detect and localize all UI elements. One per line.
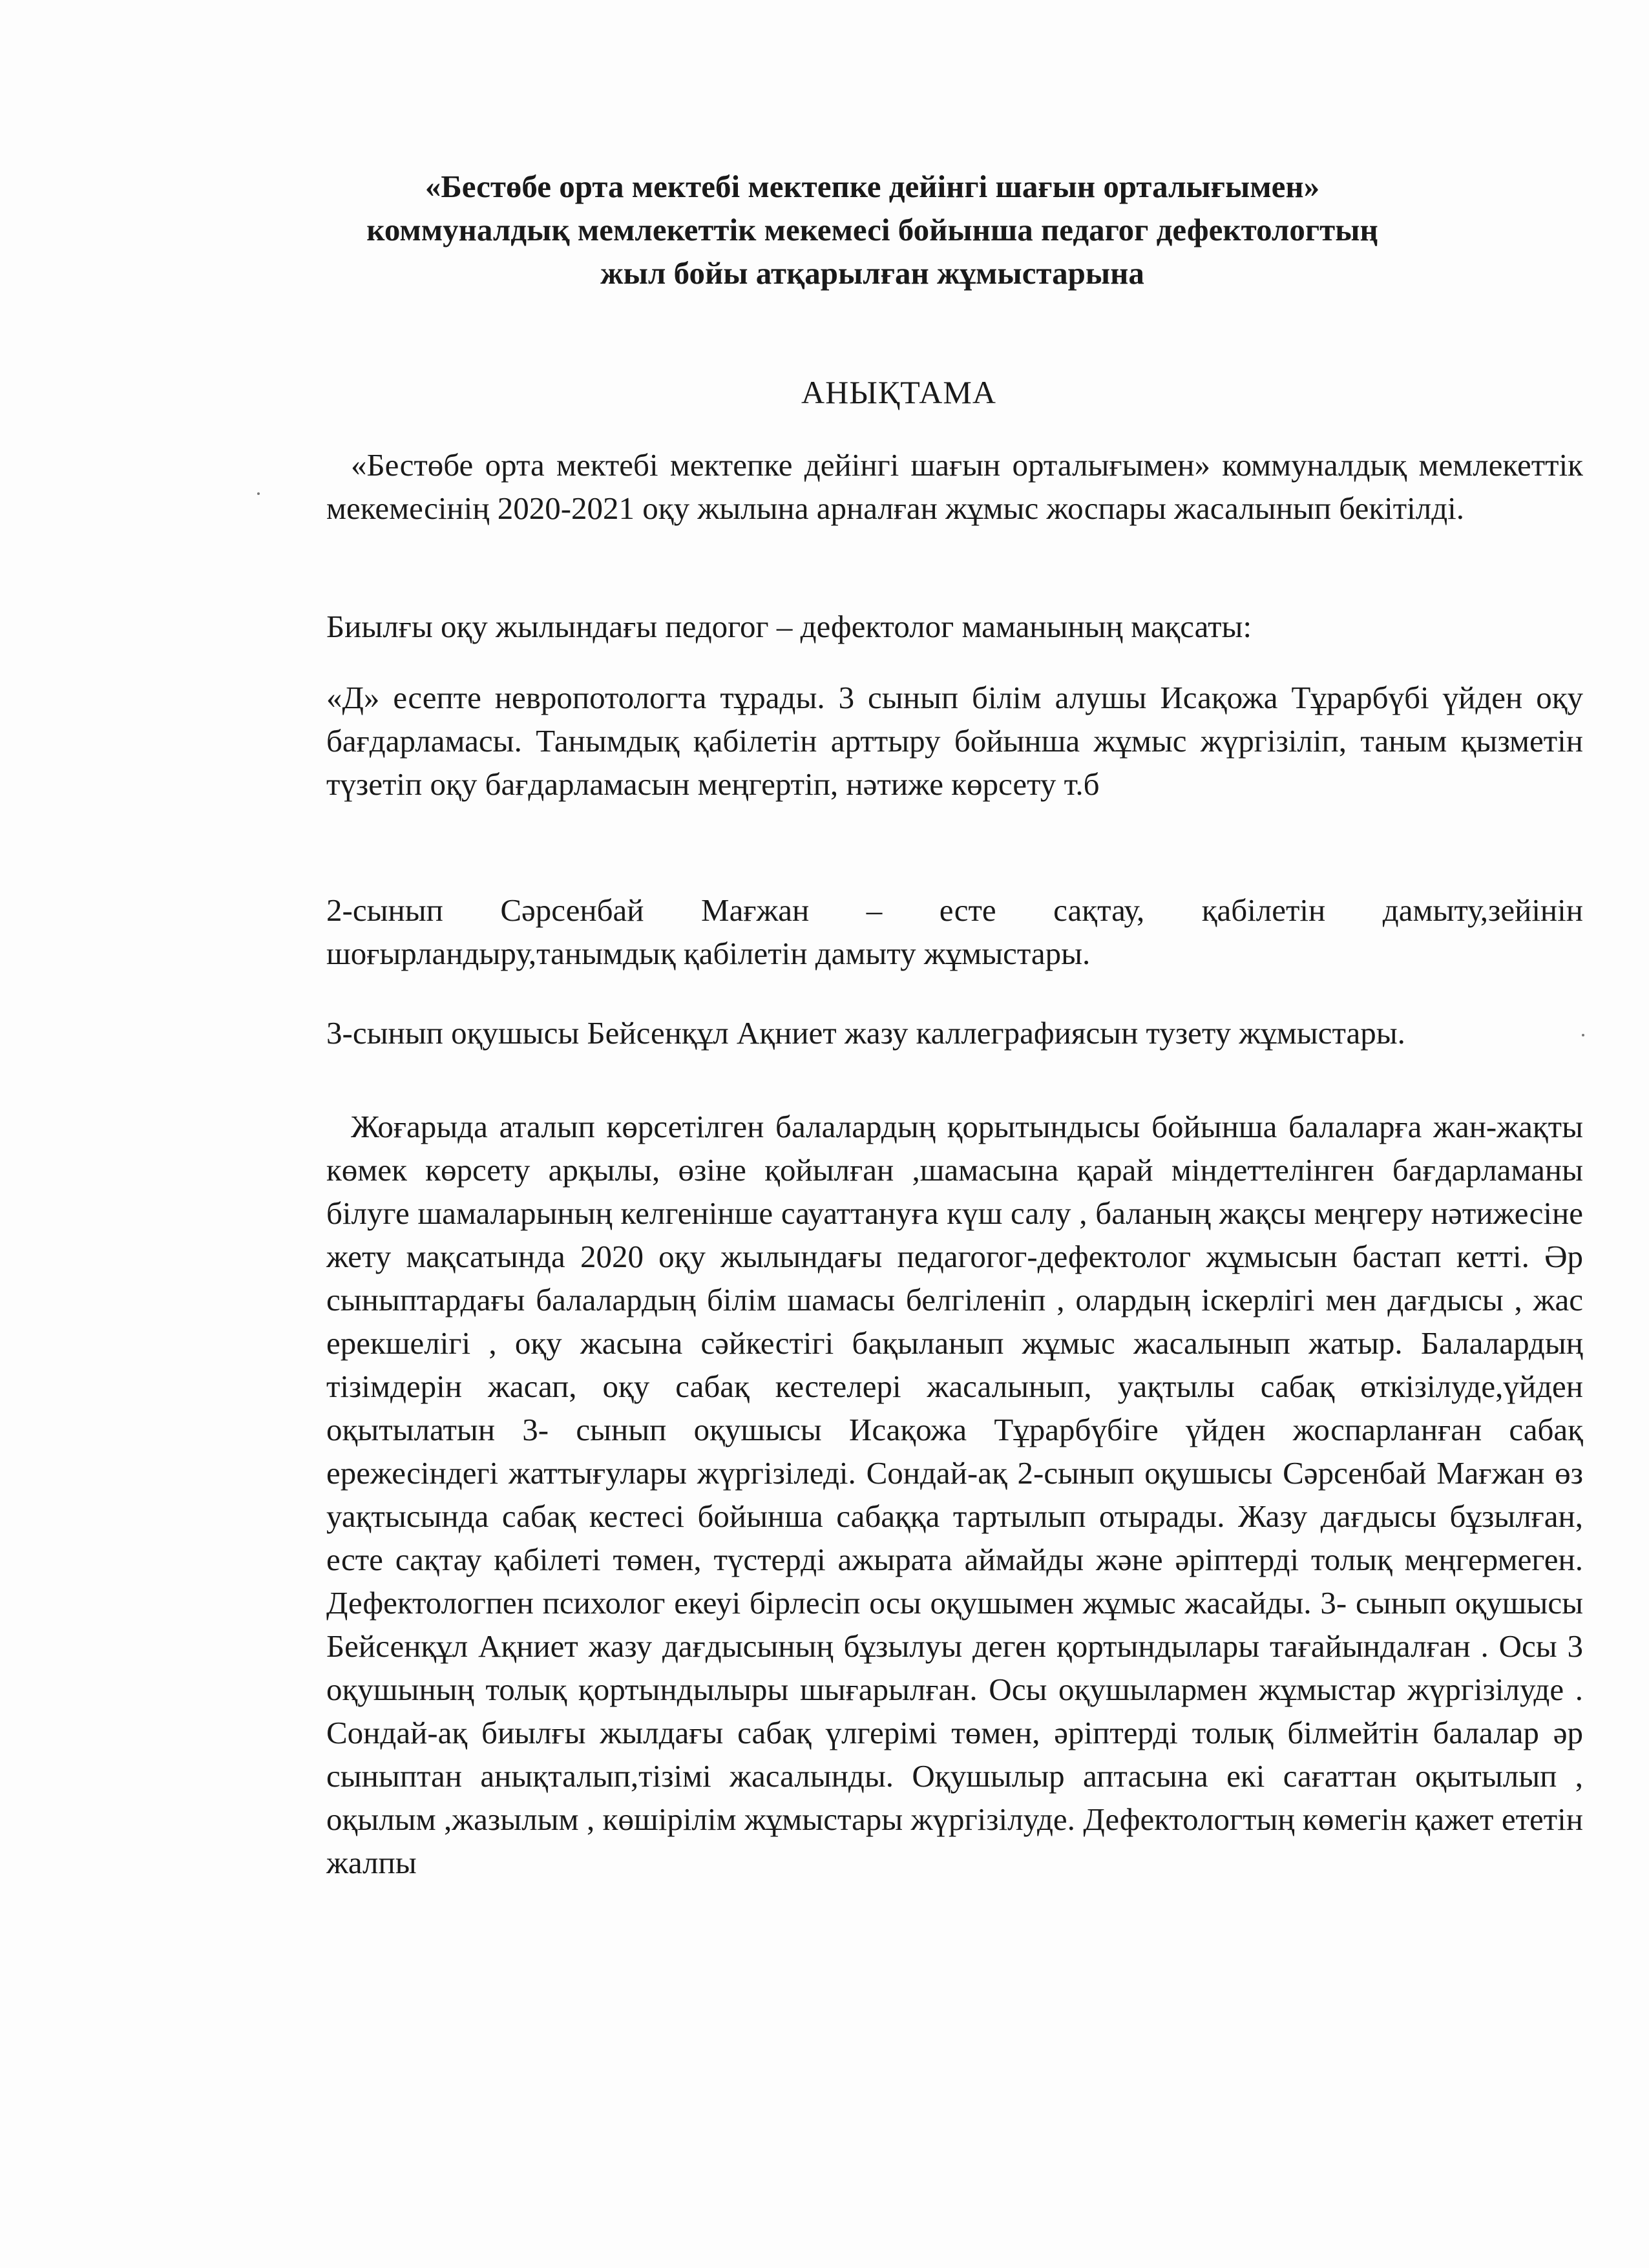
paragraph-student-1: «Д» есепте невропотологта тұрады. 3 сынып білім алушы Исақожа Тұрарбүбі үйден оқу бағдарламасы. Танымдық қабілетін арттыру бойынша жұмыс жүргізіліп, таным қызметін түзетіп оқу бағдарламасын меңгертіп, нәтиже көрсету т.б xyxy=(326,680,1583,802)
document-title xyxy=(246,165,1499,295)
document-heading: АНЫҚТАМА xyxy=(801,374,996,410)
paragraph-summary: Жоғарыда аталып көрсетілген балалардың қорытындысы бойынша балаларға жан-жақты көмек көрсету арқылы, өзіне қойылған ,шамасына қарай міндеттелінген бағдарламаны білуге шамаларының келгенінше сауаттануға күш салу , баланың жақсы меңгеру нәтижесіне жету мақсатында 2020 оқу жылындағы педагогог-дефектолог жұмысын бастап кетті. Әр сыныптардағы балалардың білім шамасы белгіленіп , олардың іскерлігі мен дағдысы , жас ерекшелігі , оқу жасына сәйкестігі бақыланып жұмыс жасалынып жатыр. Балалардың тізімдерін жасап, оқу сабақ кестелері жасалынып, уақтылы сабақ өткізілуде,үйден оқытылатын 3- сынып оқушысы Исақожа Тұрарбүбіге үйден жоспарланған сабақ ережесіндегі жаттығулары жүргізіледі. Сондай-ақ 2-сынып оқушысы Сәрсенбай Мағжан өз уақтысында сабақ кестесі бойынша сабаққа тартылып отырады. Жазу дағдысы бұзылған, есте сақтау қабілеті төмен, түстерді ажырата аймайды және әріптерді толық меңгермеген. Дефектологпен психолог екеуі бірлесіп осы оқушымен жұмыс жасайды. 3- сынып оқушысы Бейсенқұл Ақниет жазу дағдысының бұзылуы деген қортындылары тағайындалған . Осы 3 оқушының толық қортындылыры шығарылған. Осы оқушылармен жұмыстар жүргізілуде . Сондай-ақ биылғы жылдағы сабақ үлгерімі төмен, әріптерді толық білмейтін балалар әр сыныптан анықталып,тізімі жасалынды. Оқушылыр аптасына екі сағаттан оқытылып , оқылым ,жазылым , көшірілім жұмыстары жүргізілуде. Дефектологтың көмегін қажет ететін жалпы xyxy=(326,1109,1583,1880)
scan-speck xyxy=(257,492,260,495)
paragraph-student-2: 2-сынып Сәрсенбай Мағжан – есте сақтау, қабілетін дамыту,зейінін шоғырландыру,танымдық қабілетін дамыту жұмыстары. xyxy=(326,892,1583,971)
title-line-3: жыл бойы атқарылған жұмыстарына xyxy=(600,255,1144,291)
title-line-2: коммуналдық мемлекеттік мекемесі бойынша педагог дефектологтың xyxy=(366,212,1378,247)
scan-speck xyxy=(1582,1034,1584,1036)
paragraph-goal: Биылғы оқу жылындағы педогог – дефектолог маманының мақсаты: xyxy=(326,609,1252,644)
paragraph-intro: «Бестөбе орта мектебі мектепке дейінгі шағын орталығымен» коммуналдық мемлекеттік мекемесінің 2020-2021 оқу жылына арналған жұмыс жоспары жасалынып бекітілді. xyxy=(326,447,1583,526)
title-line-1: «Бестөбе орта мектебі мектепке дейінгі шағын орталығымен» xyxy=(425,169,1320,204)
paragraph-student-3: 3-сынып оқушысы Бейсенқұл Ақниет жазу каллеграфиясын тузету жұмыстары. xyxy=(326,1015,1405,1051)
